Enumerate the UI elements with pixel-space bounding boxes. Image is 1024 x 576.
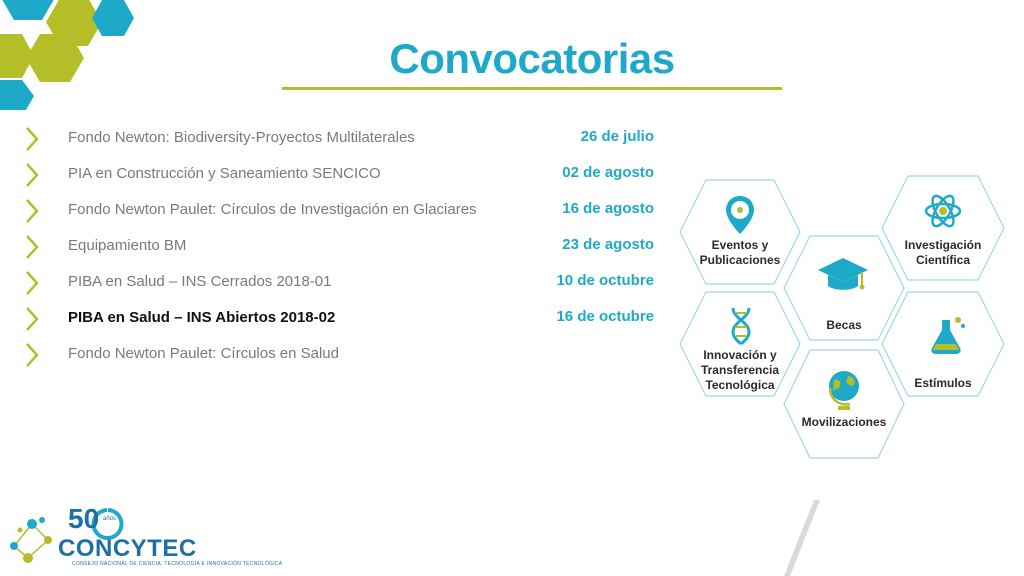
label-becas: Becas — [826, 318, 862, 332]
item-name: Equipamiento BM — [68, 237, 187, 254]
item-name: PIBA en Salud – INS Cerrados 2018-01 — [68, 273, 332, 290]
dna-icon — [728, 306, 754, 346]
item-name: PIA en Construcción y Saneamiento SENCICO — [68, 165, 381, 182]
flask-icon — [928, 314, 968, 356]
globe-icon — [824, 368, 864, 412]
item-name: PIBA en Salud – INS Abiertos 2018-02 — [68, 309, 336, 326]
chevron-right-icon — [24, 198, 40, 224]
logo-subtitle: CONSEJO NACIONAL DE CIENCIA, TECNOLOGÍA E INNOVACIÓN TECNOLÓGICA — [72, 561, 283, 567]
categories-hex-cluster — [676, 170, 1016, 470]
item-name: Fondo Newton Paulet: Círculos de Investigación en Glaciares — [68, 201, 477, 218]
list-item[interactable] — [20, 338, 670, 374]
label-investigacion: Investigación Científica — [904, 238, 982, 267]
list-item[interactable] — [20, 122, 670, 158]
label-estimulos: Estímulos — [914, 376, 972, 390]
chevron-right-icon — [24, 126, 40, 152]
chevron-right-icon — [24, 270, 40, 296]
chevron-right-icon — [24, 234, 40, 260]
logo-name: CONCYTEC — [58, 535, 197, 562]
decorative-slash — [780, 500, 840, 576]
item-name: Fondo Newton Paulet: Círculos en Salud — [68, 345, 339, 362]
item-date: 26 de julio — [580, 128, 654, 145]
list-item[interactable] — [20, 230, 670, 266]
item-date: 10 de octubre — [556, 272, 654, 289]
location-pin-icon — [724, 194, 756, 236]
item-date: 16 de octubre — [556, 308, 654, 325]
chevron-right-icon — [24, 342, 40, 368]
atom-icon — [924, 192, 962, 230]
chevron-right-icon — [24, 162, 40, 188]
logo-anos: años — [103, 516, 117, 522]
title-underline — [282, 87, 782, 90]
chevron-right-icon — [24, 306, 40, 332]
logo-anniversary: 50 — [68, 503, 100, 534]
label-movilizaciones: Movilizaciones — [801, 415, 887, 429]
item-date: 02 de agosto — [562, 164, 654, 181]
page-title: Convocatorias — [389, 35, 675, 82]
item-name: Fondo Newton: Biodiversity-Proyectos Multilaterales — [68, 129, 415, 146]
list-item[interactable] — [20, 158, 670, 194]
list-item-highlighted[interactable] — [20, 302, 670, 338]
label-eventos: Eventos y Publicaciones — [699, 238, 781, 267]
list-item[interactable] — [20, 194, 670, 230]
item-date: 23 de agosto — [562, 236, 654, 253]
list-item[interactable] — [20, 266, 670, 302]
convocatorias-list — [20, 122, 670, 374]
label-innovacion: Innovación y Transferencia Tecnológica — [700, 348, 780, 392]
decorative-hexagons — [0, 0, 140, 110]
graduation-cap-icon — [816, 256, 870, 294]
item-date: 16 de agosto — [562, 200, 654, 217]
